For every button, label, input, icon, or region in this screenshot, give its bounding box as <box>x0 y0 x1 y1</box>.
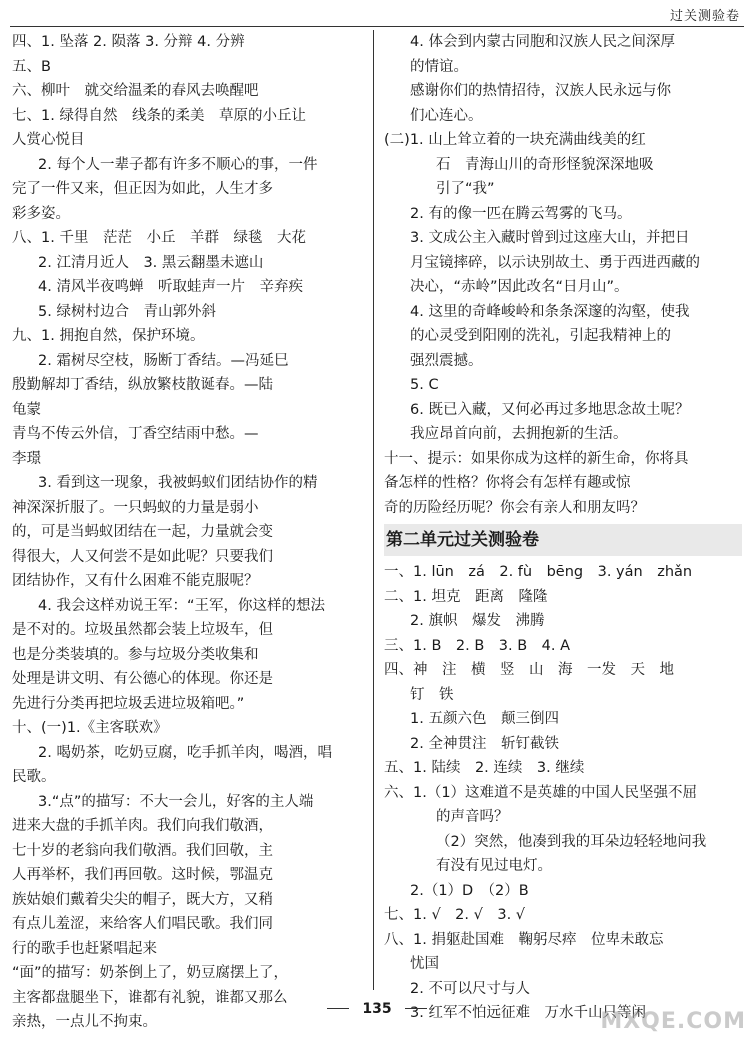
answer-line: 的心灵受到阳刚的洗礼，引起我精神上的 <box>410 328 671 344</box>
answer-line: 也是分类装填的。参与垃圾分类收集和 <box>12 646 259 663</box>
answer-line: 月宝镜摔碎，以示诀别故土、勇于西进西藏的 <box>410 254 700 271</box>
answer-line: 5. C <box>410 377 439 393</box>
answer-line: 2. 每个人一辈子都有许多不顺心的事，一件 <box>38 156 318 173</box>
answer-line: 有点儿羞涩，来给客人们唱民歌。我们同 <box>12 916 273 932</box>
answer-line: 二、1. 坦克 距离 隆隆 <box>384 588 548 605</box>
answer-line: 3. 看到这一现象，我被蚂蚁们团结协作的精 <box>38 475 318 491</box>
answer-line: 四、神 注 横 竖 山 海 一发 天 地 <box>384 662 674 678</box>
answer-line: 八、1. 千里 茫茫 小丘 羊群 绿毯 大花 <box>12 230 306 246</box>
answer-line: 忧国 <box>410 956 439 972</box>
answer-line: 5. 绿树村边合 青山郭外斜 <box>38 303 216 320</box>
answer-line: 钉 铁 <box>410 686 454 703</box>
answer-line: 2. 霜树尽空枝，肠断丁香结。—冯延巳 <box>38 352 289 369</box>
answer-line: 3. 红军不怕远征难 万水千山只等闲 <box>410 1005 646 1021</box>
answer-line: 4. 清风半夜鸣蝉 听取蛙声一片 辛弃疾 <box>38 279 303 295</box>
answer-line: “面”的描写：奶茶倒上了，奶豆腐摆上了， <box>12 965 289 981</box>
answer-line: 十一、提示：如果你成为这样的新生命，你将具 <box>384 450 689 467</box>
answer-line: (二)1. 山上耸立着的一块充满曲线美的红 <box>384 132 646 148</box>
answer-line: 是不对的。垃圾虽然都会装上垃圾车，但 <box>12 622 273 638</box>
answer-line: 九、1. 拥抱自然，保护环境。 <box>12 328 205 344</box>
answer-line: 有没有见过电灯。 <box>436 858 552 874</box>
answer-line: 2.（1）D （2）B <box>410 882 529 899</box>
answer-line: 族姑娘们戴着尖尖的帽子，既大方，又稍 <box>12 891 273 908</box>
answer-line: 感谢你们的热情招待，汉族人民永远与你 <box>410 83 671 99</box>
answer-line: 五、1. 陆续 2. 连续 3. 继续 <box>384 760 585 776</box>
answer-line: 3.“点”的描写：不大一会儿，好客的主人端 <box>38 793 314 810</box>
page-header <box>0 0 754 28</box>
answer-line: 4. 这里的奇峰峻岭和条条深邃的沟壑，使我 <box>410 303 690 320</box>
answer-line: 备怎样的性格？你将会有怎样有趣或惊 <box>384 475 631 491</box>
answer-line: 行的歌手也赶紧唱起来 <box>12 940 157 957</box>
answer-line: 强烈震撼。 <box>410 352 483 369</box>
answer-line: 我应昂首向前，去拥抱新的生活。 <box>410 426 628 442</box>
answer-line: 六、1.（1）这难道不是英雄的中国人民坚强不屈 <box>384 784 698 801</box>
answer-line: 们心连心。 <box>410 107 483 124</box>
answer-line: 李璟 <box>12 450 41 467</box>
answer-line: 的，可是当蚂蚁团结在一起，力量就会变 <box>12 524 273 540</box>
answer-line: 的声音吗？ <box>436 809 509 825</box>
answer-line: 引了“我” <box>436 181 495 197</box>
answer-line: 4. 我会这样劝说王军：“王军，你这样的想法 <box>38 597 325 614</box>
answer-line: 人再举杯，我们再回敬。这时候，鄂温克 <box>12 867 273 883</box>
page-number: 135 <box>362 1001 392 1017</box>
answer-line: 龟蒙 <box>12 401 41 418</box>
answer-line: 七十岁的老翁向我们敬酒。我们回敬，主 <box>12 842 273 859</box>
answer-line: 五、B <box>12 58 51 75</box>
answer-line: 进来大盘的手抓羊肉。我们向我们敬酒， <box>12 818 273 834</box>
answer-line: 6. 既已入藏，又何必再过多地思念故土呢？ <box>410 401 690 418</box>
answer-line: 八、1. 捐躯赴国难 鞠躬尽瘁 位卑未敢忘 <box>384 931 664 948</box>
answer-line: 2. 旗帜 爆发 沸腾 <box>410 613 545 629</box>
answer-line: 2. 有的像一匹在腾云驾雾的飞马。 <box>410 205 632 222</box>
answer-line: 七、1. 绿得自然 线条的柔美 草原的小丘让 <box>12 107 306 124</box>
answer-line: 三、1. B 2. B 3. B 4. A <box>384 637 571 654</box>
answer-line: 彩多姿。 <box>12 205 70 222</box>
answer-line: 亲热，一点儿不拘束。 <box>12 1014 157 1030</box>
left-column <box>12 30 367 1035</box>
answer-line: 青鸟不传云外信，丁香空结雨中愁。— <box>12 426 259 442</box>
answer-line: 石 青海山川的奇形怪貌深深地吸 <box>436 156 654 173</box>
answer-line: 先进行分类再把垃圾丢进垃圾箱吧。” <box>12 695 245 712</box>
section-title: 第二单元过关测验卷 <box>384 524 742 556</box>
answer-line: 完了一件又来，但正因为如此，人生才多 <box>12 181 273 197</box>
answer-line: 七、1. √ 2. √ 3. √ <box>384 907 526 923</box>
footer-dash <box>327 1008 349 1009</box>
header-label: 过关测验卷 <box>669 9 740 24</box>
answer-line: 团结协作，又有什么困难不能克服呢？ <box>12 573 259 589</box>
answer-line: 的情谊。 <box>410 58 468 75</box>
answer-line: 决心，“赤岭”因此改名“日月山”。 <box>410 279 629 295</box>
answer-line: 3. 文成公主入藏时曾到过这座大山，并把日 <box>410 230 690 246</box>
answer-line: 十、(一)1.《主客联欢》 <box>12 720 168 736</box>
answer-line: 奇的历险经历呢？你会有亲人和朋友吗？ <box>384 499 645 516</box>
answer-line: 2. 江清月近人 3. 黑云翻墨未遮山 <box>38 254 264 271</box>
answer-line: 人赏心悦目 <box>12 132 85 148</box>
answer-line: 2. 喝奶茶，吃奶豆腐，吃手抓羊肉，喝酒，唱 <box>38 744 332 761</box>
header-rule <box>10 26 744 27</box>
answer-line: 主客都盘腿坐下，谁都有礼貌，谁都又那么 <box>12 989 288 1006</box>
answer-line: 四、1. 坠落 2. 陨落 3. 分辩 4. 分辨 <box>12 34 245 50</box>
answer-line: 1. 五颜六色 颠三倒四 <box>410 711 559 727</box>
answer-line: 2. 不可以尺寸与人 <box>410 980 530 997</box>
watermark: MXQE.COM <box>600 1009 746 1034</box>
answer-line: （2）突然，他凑到我的耳朵边轻轻地问我 <box>436 833 707 850</box>
right-column <box>384 30 742 1026</box>
answer-line: 得很大，人又何尝不是如此呢？只要我们 <box>12 548 273 565</box>
answer-line: 民歌。 <box>12 769 56 785</box>
column-divider <box>373 30 374 990</box>
footer-dash <box>405 1008 427 1009</box>
answer-line: 2. 全神贯注 斩钉截铁 <box>410 735 559 752</box>
answer-line: 4. 体会到内蒙古同胞和汉族人民之间深厚 <box>410 34 675 50</box>
answer-line: 一、1. lūn zá 2. fù bēng 3. yán zhǎn <box>384 564 693 580</box>
answer-line: 殷勤解却丁香结，纵放繁枝散诞春。—陆 <box>12 377 273 393</box>
answer-line: 处理是讲文明、有公德心的体现。你还是 <box>12 671 273 687</box>
answer-line: 六、柳叶 就交给温柔的春风去唤醒吧 <box>12 83 259 99</box>
answer-line: 神深深折服了。一只蚂蚁的力量是弱小 <box>12 499 259 516</box>
